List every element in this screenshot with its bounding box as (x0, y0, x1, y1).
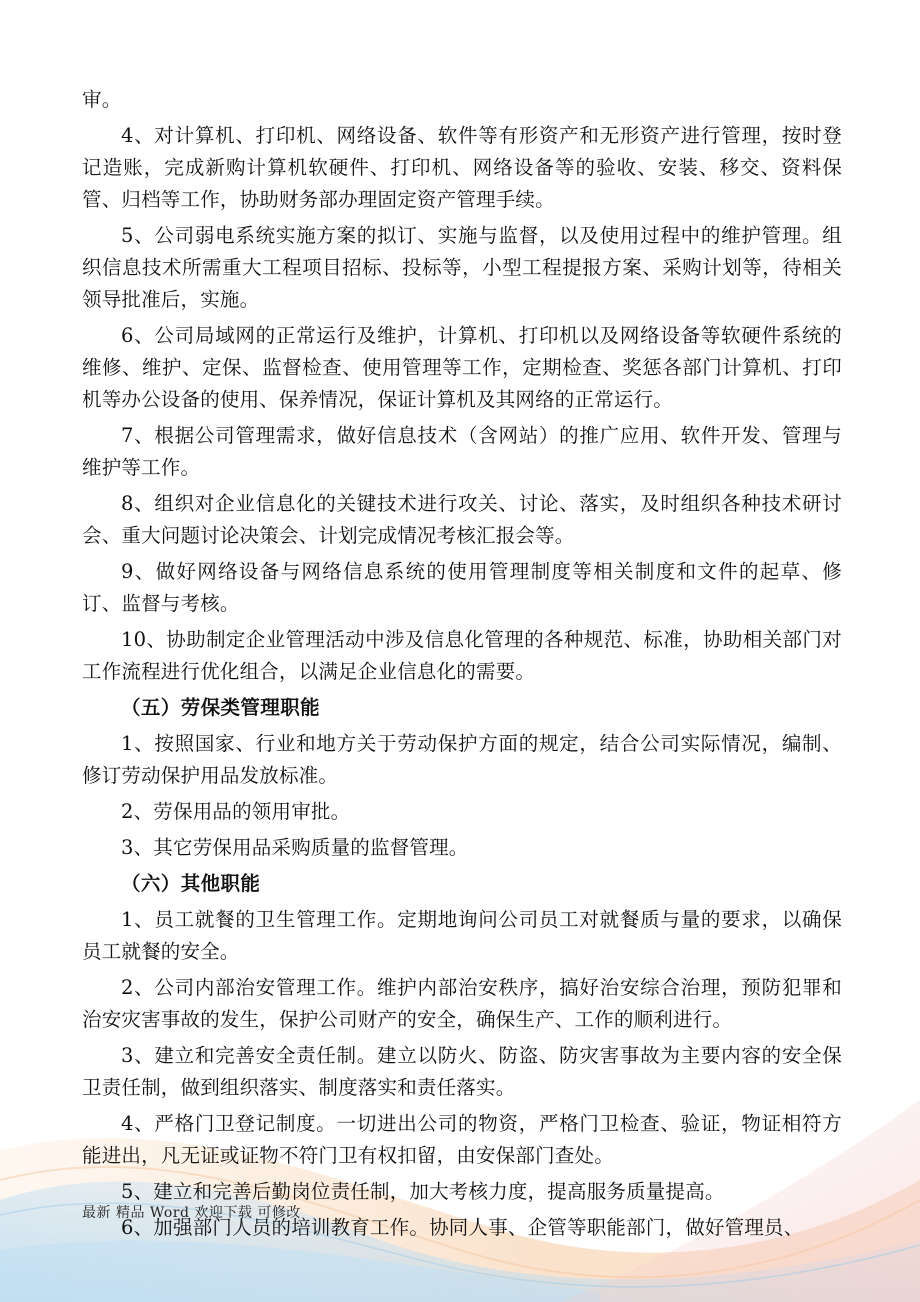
paragraph: 4、严格门卫登记制度。一切进出公司的物资，严格门卫检查、验证，物证相符方能进出，凡无证或证物不符门卫有权扣留，由安保部门查处。 (82, 1112, 842, 1167)
paragraph: 2、劳保用品的领用审批。 (121, 800, 351, 823)
paragraph: 3、建立和完善安全责任制。建立以防火、防盗、防灾害事故为主要内容的安全保卫责任制，做到组织落实、制度落实和责任落实。 (82, 1044, 842, 1099)
paragraph: 5、建立和完善后勤岗位责任制，加大考核力度，提高服务质量提高。 (121, 1180, 725, 1203)
section-heading: （五）劳保类管理职能 (121, 696, 321, 719)
paragraph: 7、根据公司管理需求，做好信息技术（含网站）的推广应用、软件开发、管理与维护等工作。 (82, 424, 842, 479)
document-body (82, 84, 842, 1248)
paragraph: 2、公司内部治安管理工作。维护内部治安秩序，搞好治安综合治理，预防犯罪和治安灾害事故的发生，保护公司财产的安全，确保生产、工作的顺利进行。 (82, 976, 842, 1031)
paragraph: 8、组织对企业信息化的关键技术进行攻关、讨论、落实，及时组织各种技术研讨会、重大问题讨论决策会、计划完成情况考核汇报会等。 (82, 492, 842, 547)
paragraph: 3、其它劳保用品采购质量的监督管理。 (121, 836, 469, 859)
paragraph: 6、公司局域网的正常运行及维护，计算机、打印机以及网络设备等软硬件系统的维修、维护、定保、监督检查、使用管理等工作，定期检查、奖惩各部门计算机、打印机等办公设备的使用、保养情况，保证计算机及其网络的正常运行。 (82, 324, 842, 411)
section-heading: （六）其他职能 (121, 872, 261, 895)
paragraph: 4、对计算机、打印机、网络设备、软件等有形资产和无形资产进行管理，按时登记造账，完成新购计算机软硬件、打印机、网络设备等的验收、安装、移交、资料保管、归档等工作，协助财务部办理固定资产管理手续。 (82, 124, 842, 211)
paragraph: 6、加强部门人员的培训教育工作。协同人事、企管等职能部门，做好管理员、 (121, 1216, 804, 1239)
paragraph: 9、做好网络设备与网络信息系统的使用管理制度等相关制度和文件的起草、修订、监督与考核。 (82, 560, 842, 615)
paragraph: 审。 (82, 88, 122, 111)
paragraph: 1、按照国家、行业和地方关于劳动保护方面的规定，结合公司实际情况，编制、修订劳动保护用品发放标准。 (82, 732, 842, 787)
paragraph: 10、协助制定企业管理活动中涉及信息化管理的各种规范、标准，协助相关部门对工作流程进行优化组合，以满足企业信息化的需要。 (82, 628, 842, 683)
footer-note: 最新 精品 Word 欢迎下载 可修改 (82, 1205, 301, 1221)
paragraph: 1、员工就餐的卫生管理工作。定期地询问公司员工对就餐质与量的要求，以确保员工就餐的安全。 (82, 908, 842, 963)
paragraph: 5、公司弱电系统实施方案的拟订、实施与监督，以及使用过程中的维护管理。组织信息技术所需重大工程项目招标、投标等，小型工程提报方案、采购计划等，待相关领导批准后，实施。 (82, 224, 842, 311)
